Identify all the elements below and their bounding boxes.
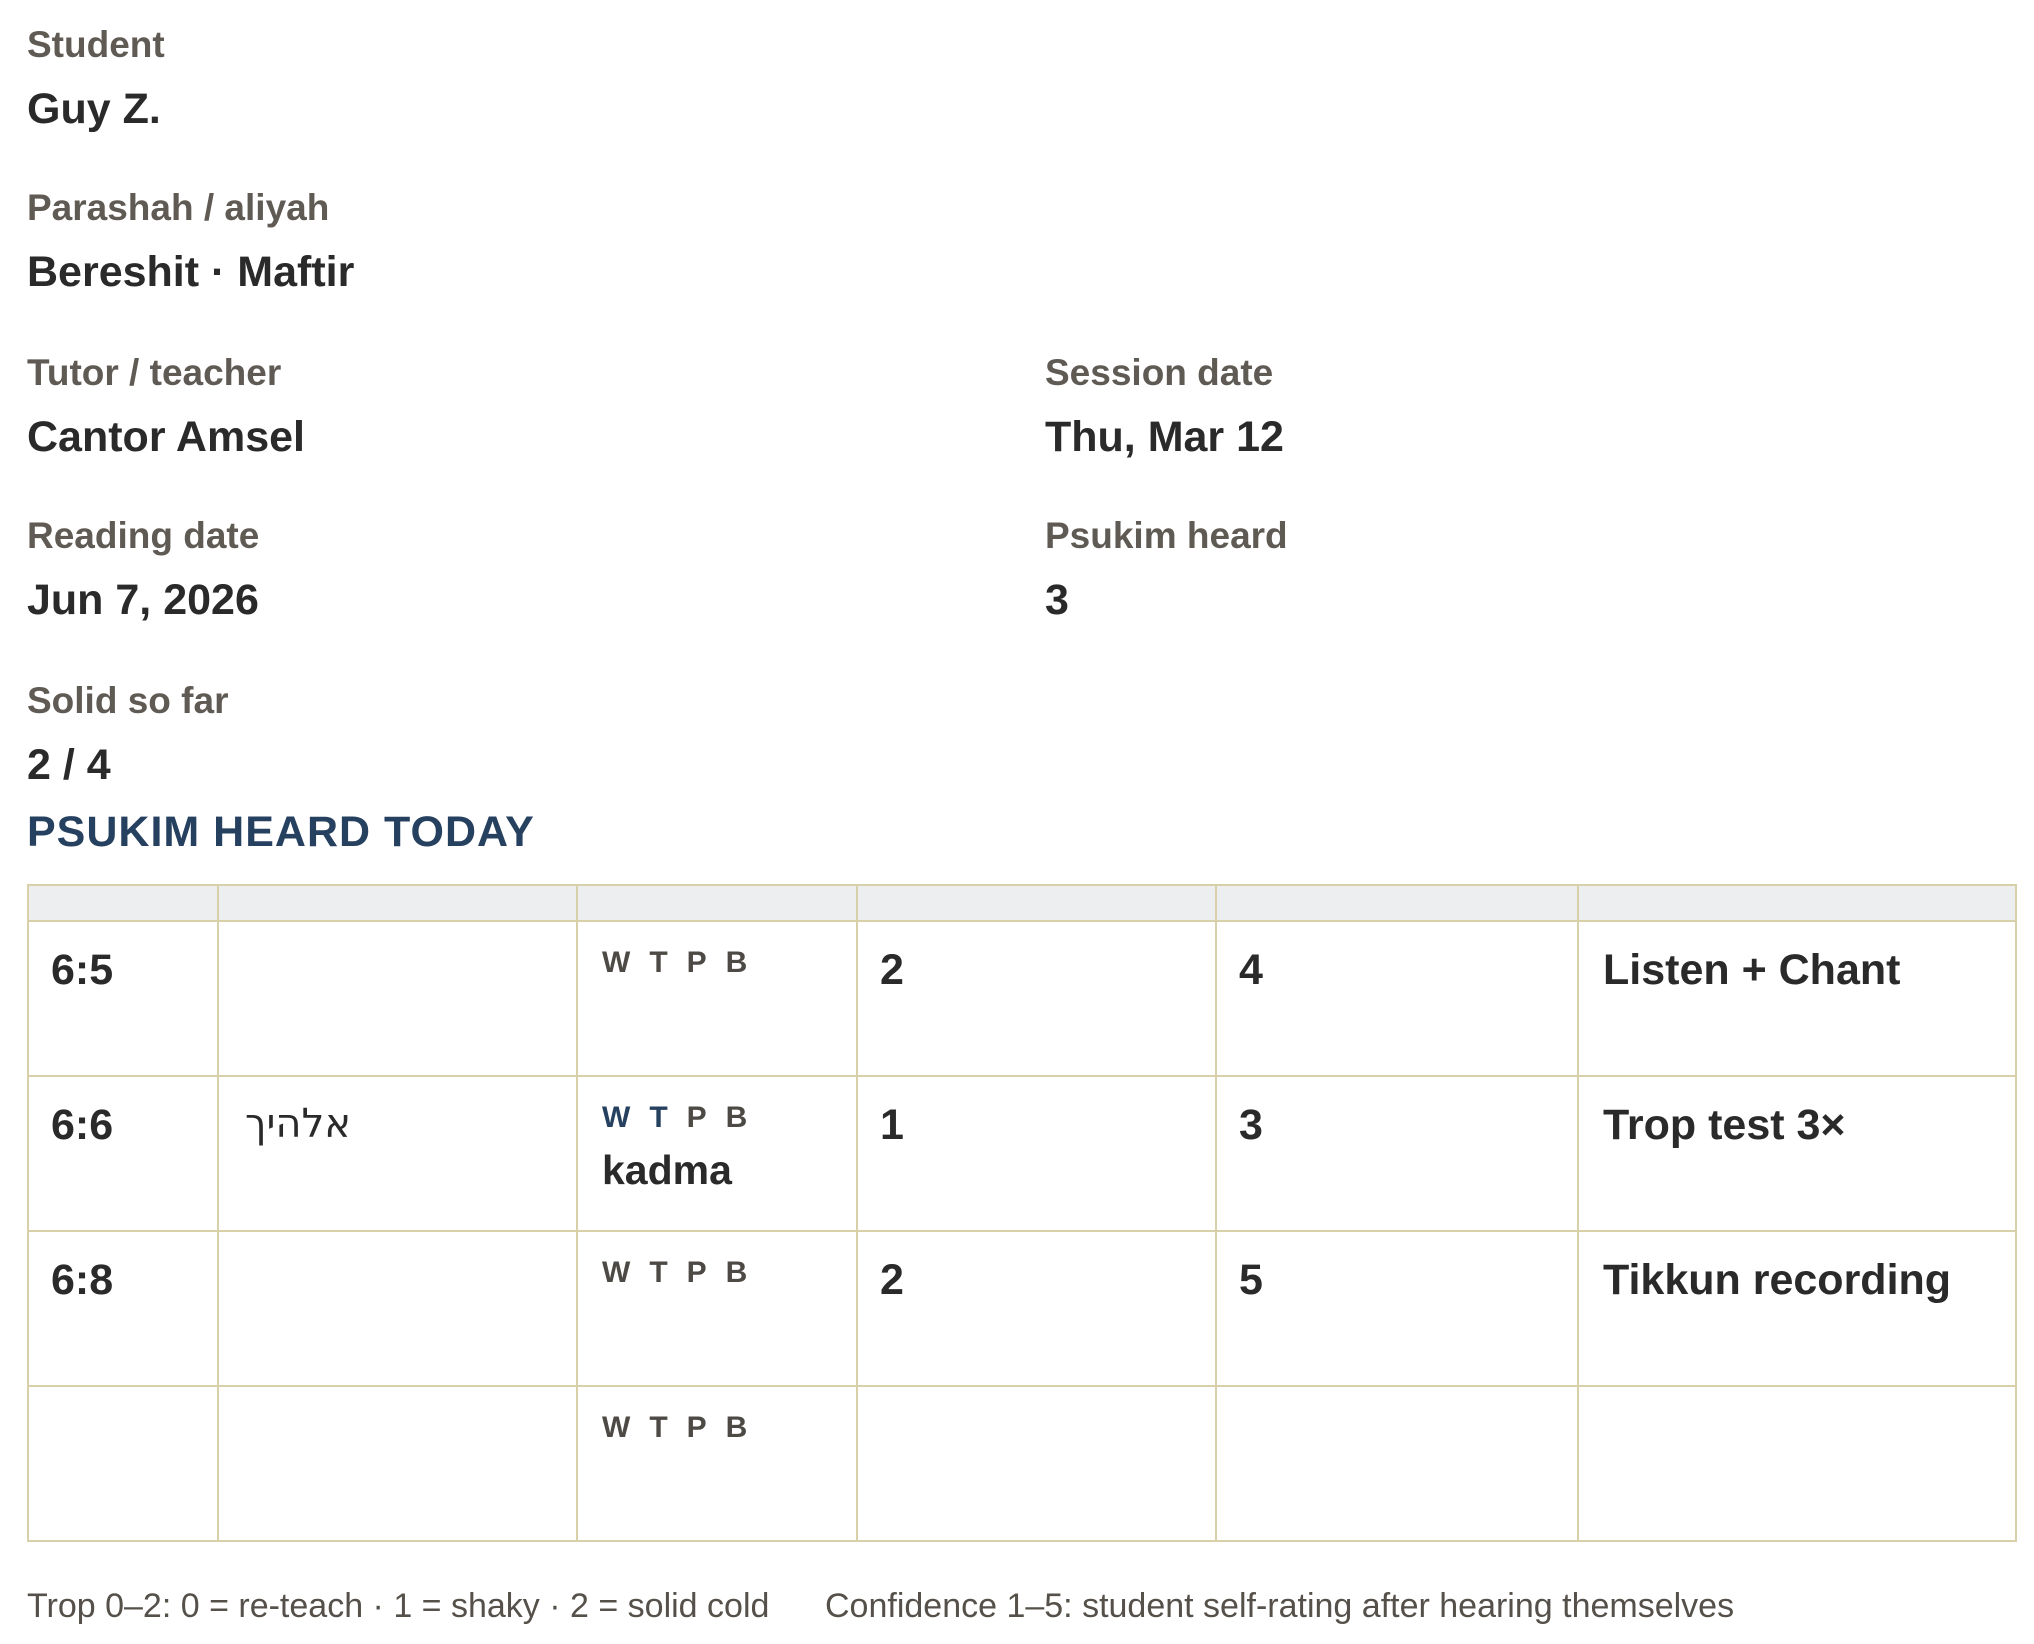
flag-p-toggle[interactable]: P: [686, 946, 707, 979]
verse-cell[interactable]: [28, 1076, 218, 1231]
flags-cell: [577, 1076, 857, 1231]
header-cell-note: [1578, 885, 2016, 921]
table-row: [28, 1231, 2016, 1386]
confidence-cell[interactable]: [1216, 1386, 1578, 1541]
trop-word-text: [578, 980, 856, 992]
table-row: [28, 921, 2016, 1076]
flag-b-toggle[interactable]: B: [725, 1256, 748, 1289]
flags-cell: [577, 1386, 857, 1541]
trop-score-text: [858, 1387, 1215, 1411]
word-text: אלהיך: [245, 1101, 352, 1147]
flag-b-toggle[interactable]: B: [725, 1411, 748, 1444]
header-cell-confidence: [1216, 885, 1578, 921]
flag-t-toggle[interactable]: T: [649, 1256, 668, 1289]
section-title: PSUKIM HEARD TODAY: [27, 808, 535, 856]
flag-t-toggle[interactable]: T: [649, 1101, 668, 1134]
confidence-text: [1217, 1387, 1577, 1411]
note-cell[interactable]: [1578, 1386, 2016, 1541]
verse-text: 6:5: [51, 946, 114, 994]
verse-text: 6:6: [51, 1101, 114, 1149]
reading-date-value[interactable]: Jun 7, 2026: [27, 576, 259, 624]
header-cell-verse: [28, 885, 218, 921]
psukim-heard-label: Psukim heard: [1045, 515, 1288, 556]
table-header-row: [28, 885, 2016, 921]
verse-cell[interactable]: [28, 1231, 218, 1386]
flag-b-toggle[interactable]: B: [725, 1101, 748, 1134]
header-cell-trop: [857, 885, 1216, 921]
tutor-label: Tutor / teacher: [27, 352, 282, 393]
flag-p-toggle[interactable]: P: [686, 1411, 707, 1444]
confidence-cell[interactable]: [1216, 1076, 1578, 1231]
word-cell[interactable]: [218, 1076, 577, 1231]
session-date-value[interactable]: Thu, Mar 12: [1045, 413, 1284, 461]
word-text: [219, 922, 576, 946]
table-row: [28, 1386, 2016, 1541]
note-cell[interactable]: [1578, 1076, 2016, 1231]
flag-b-toggle[interactable]: B: [725, 946, 748, 979]
parashah-label: Parashah / aliyah: [27, 187, 330, 228]
note-text: [1579, 1387, 2015, 1411]
flag-toggles: [578, 1232, 856, 1290]
session-date-label: Session date: [1045, 352, 1274, 393]
student-label: Student: [27, 24, 165, 65]
psukim-heard-value[interactable]: 3: [1045, 576, 1069, 624]
trop-score-cell[interactable]: [857, 1076, 1216, 1231]
trop-score-text: 1: [880, 1101, 904, 1149]
verse-text: 6:8: [51, 1256, 114, 1304]
confidence-cell[interactable]: [1216, 1231, 1578, 1386]
word-cell[interactable]: [218, 921, 577, 1076]
word-text: [219, 1232, 576, 1256]
trop-score-cell[interactable]: [857, 921, 1216, 1076]
flag-w-toggle[interactable]: W: [602, 1411, 631, 1444]
flag-w-toggle[interactable]: W: [602, 946, 631, 979]
confidence-text: 4: [1239, 946, 1263, 994]
reading-date-label: Reading date: [27, 515, 260, 556]
verse-cell[interactable]: [28, 1386, 218, 1541]
flag-toggles: [578, 922, 856, 980]
confidence-legend: Confidence 1–5: student self-rating after hearing themselves: [825, 1587, 1735, 1625]
flag-p-toggle[interactable]: P: [686, 1256, 707, 1289]
flag-w-toggle[interactable]: W: [602, 1101, 631, 1134]
tutor-value[interactable]: Cantor Amsel: [27, 413, 305, 461]
note-text: Listen + Chant: [1603, 946, 1901, 994]
word-cell[interactable]: [218, 1231, 577, 1386]
trop-score-text: 2: [880, 1256, 904, 1304]
header-cell-flags: [577, 885, 857, 921]
note-text: Trop test 3×: [1603, 1101, 1846, 1149]
trop-score-cell[interactable]: [857, 1386, 1216, 1541]
flag-toggles: [578, 1077, 856, 1135]
flag-t-toggle[interactable]: T: [649, 1411, 668, 1444]
flag-w-toggle[interactable]: W: [602, 1256, 631, 1289]
student-value[interactable]: Guy Z.: [27, 85, 161, 133]
trop-word-text: [578, 1290, 856, 1302]
confidence-cell[interactable]: [1216, 921, 1578, 1076]
word-text: [219, 1387, 576, 1411]
trop-legend: Trop 0–2: 0 = re-teach · 1 = shaky · 2 = solid cold: [27, 1587, 770, 1625]
word-cell[interactable]: [218, 1386, 577, 1541]
trop-word-text: kadma: [602, 1147, 732, 1193]
verse-text: [29, 1387, 217, 1411]
flag-toggles: [578, 1387, 856, 1445]
header-cell-word: [218, 885, 577, 921]
psukim-table: [27, 884, 2017, 1542]
note-cell[interactable]: [1578, 1231, 2016, 1386]
trop-score-text: 2: [880, 946, 904, 994]
table-row: [28, 1076, 2016, 1231]
verse-cell[interactable]: [28, 921, 218, 1076]
trop-score-cell[interactable]: [857, 1231, 1216, 1386]
flags-cell: [577, 921, 857, 1076]
parashah-value[interactable]: Bereshit · Maftir: [27, 248, 355, 296]
solid-so-far-label: Solid so far: [27, 680, 229, 721]
note-cell[interactable]: [1578, 921, 2016, 1076]
solid-so-far-value[interactable]: 2 / 4: [27, 741, 111, 789]
confidence-text: 5: [1239, 1256, 1263, 1304]
confidence-text: 3: [1239, 1101, 1263, 1149]
note-text: Tikkun recording: [1603, 1256, 1952, 1304]
flag-t-toggle[interactable]: T: [649, 946, 668, 979]
flag-p-toggle[interactable]: P: [686, 1101, 707, 1134]
trop-word-text: [578, 1445, 856, 1457]
flags-cell: [577, 1231, 857, 1386]
